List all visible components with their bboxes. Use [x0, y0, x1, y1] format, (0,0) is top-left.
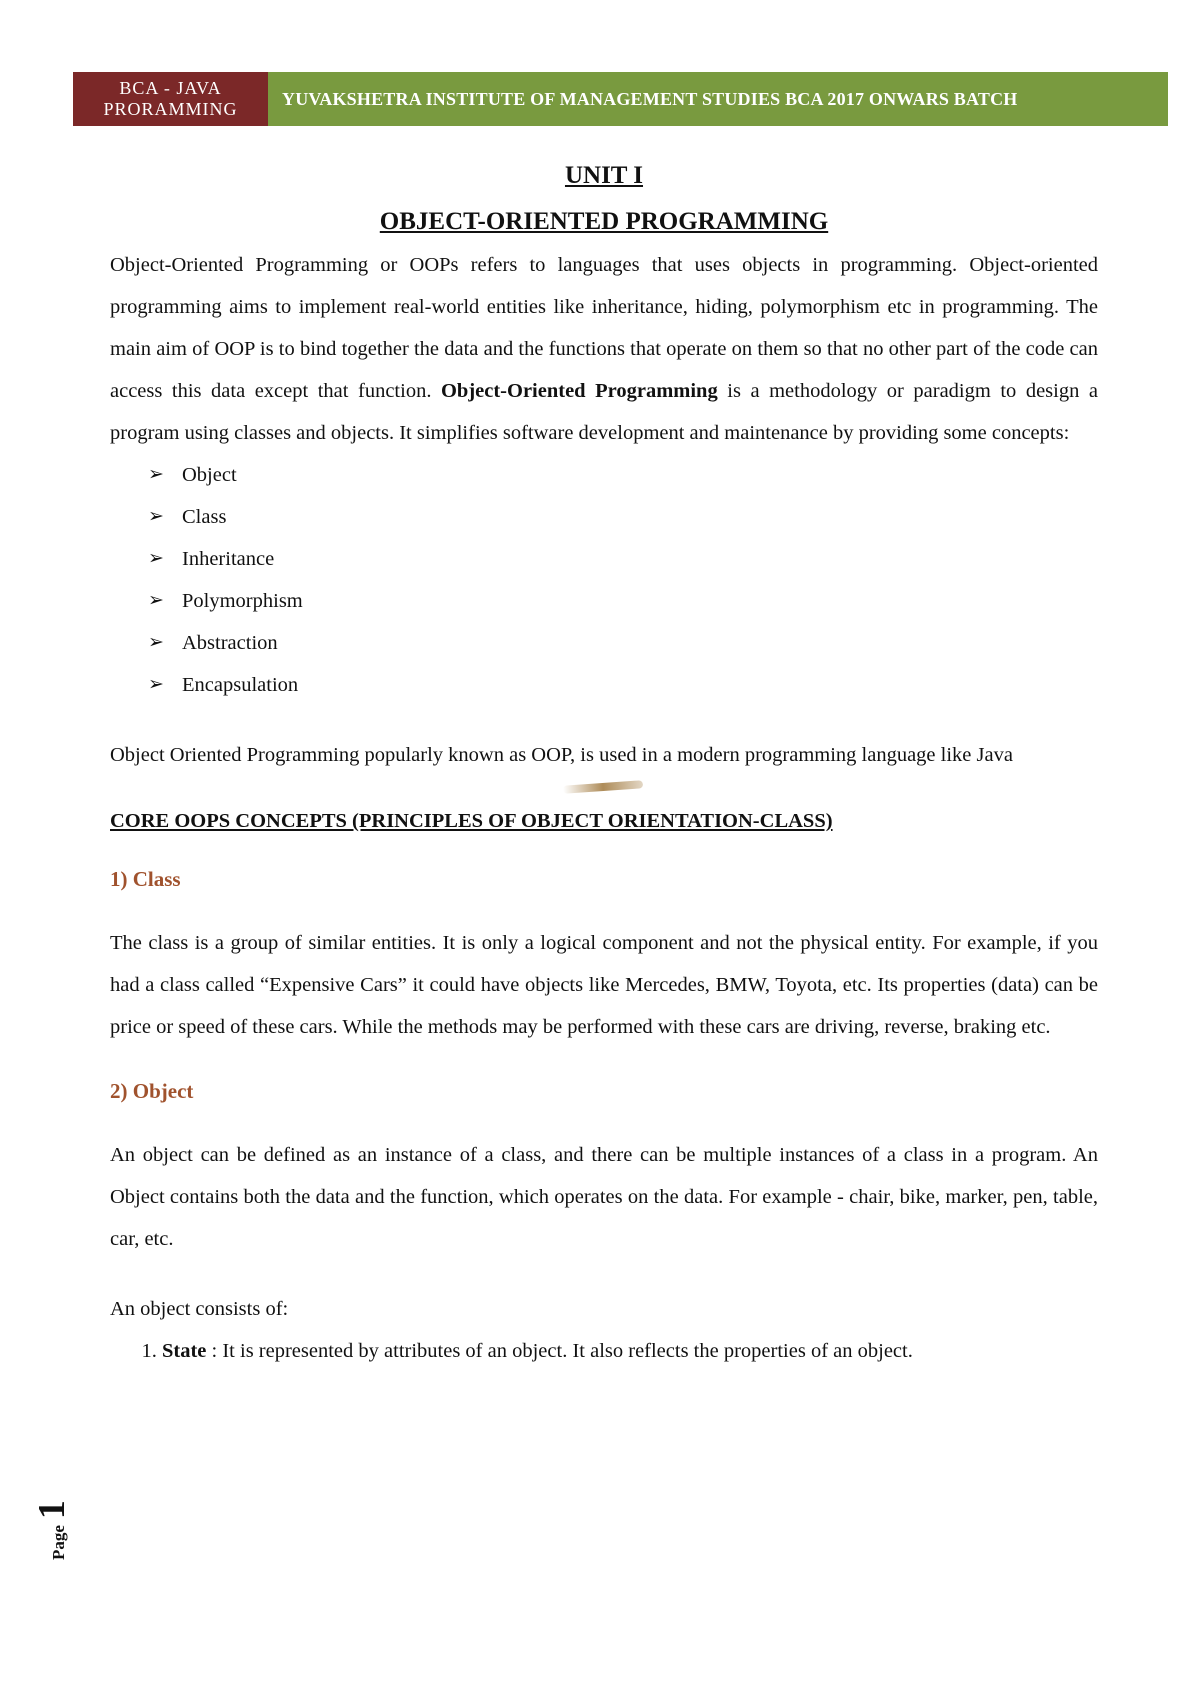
institute-banner: [268, 72, 1168, 126]
intro-bold-term: Object-Oriented Programming: [440, 380, 718, 402]
course-line-1: BCA - JAVA: [119, 78, 222, 98]
class-paragraph: The class is a group of similar entities. It is only a logical component and not the physical entity. For example, if you had a class called “Expensive Cars” it could have objects like Mercedes, BMW, Toyota, etc. Its properties (data) can be price or speed of these cars. While the methods may be performed with these cars are driving, reverse, braking etc.: [110, 932, 1098, 1038]
arrow-bullet-icon: ➢: [148, 506, 164, 527]
course-banner: [73, 72, 268, 126]
concepts-list: [110, 454, 1098, 706]
document-body: [110, 160, 1098, 1372]
list-item: [148, 496, 1098, 538]
object-paragraph: An object can be defined as an instance of a class, and there can be multiple instances of a class in a program. An Object contains both the data and the function, which operates on the data. For example - chair, bike, marker, pen, table, car, etc.: [110, 1144, 1098, 1250]
list-item: [148, 580, 1098, 622]
concept-label: Inheritance: [182, 548, 275, 570]
intro-text-b: is a methodology or paradigm to design a program using classes and objects. It simplifies software development and maintenance by providing some concepts:: [110, 380, 1098, 444]
list-item: [148, 622, 1098, 664]
intro-paragraph: [110, 244, 1098, 454]
object-consists-label: An object consists of:: [110, 1298, 289, 1320]
page-word: Page: [49, 1525, 68, 1560]
list-item: [162, 1330, 1098, 1372]
concept-label: Abstraction: [182, 632, 278, 654]
institute-name: YUVAKSHETRA INSTITUTE OF MANAGEMENT STUDIES BCA 2017 ONWARS BATCH: [282, 89, 1018, 109]
list-item: [148, 538, 1098, 580]
list-item: [148, 454, 1098, 496]
page-number: 1: [31, 1500, 73, 1520]
concept-label: Object: [182, 464, 237, 486]
unit-title: UNIT I: [564, 162, 644, 189]
arrow-bullet-icon: ➢: [148, 590, 164, 611]
object-parts-list: [110, 1330, 1098, 1372]
course-line-2: PRORAMMING: [103, 99, 238, 119]
class-heading: 1) Class: [110, 867, 181, 891]
arrow-bullet-icon: ➢: [148, 632, 164, 653]
concept-label: Polymorphism: [182, 590, 303, 612]
subject-title: OBJECT-ORIENTED PROGRAMMING: [379, 208, 829, 235]
list-item: [148, 664, 1098, 706]
core-concepts-heading: CORE OOPS CONCEPTS (PRINCIPLES OF OBJECT ORIENTATION-CLASS): [110, 810, 833, 832]
object-heading: 2) Object: [110, 1079, 194, 1103]
arrow-bullet-icon: ➢: [148, 548, 164, 569]
concept-label: Encapsulation: [182, 674, 299, 696]
concept-label: Class: [182, 506, 227, 528]
popular-paragraph: Object Oriented Programming popularly known as OOP, is used in a modern programming language like Java: [110, 744, 1013, 766]
arrow-bullet-icon: ➢: [148, 674, 164, 695]
state-description: : It is represented by attributes of an object. It also reflects the properties of an object.: [206, 1340, 913, 1362]
state-term: State: [162, 1340, 207, 1362]
arrow-bullet-icon: ➢: [148, 464, 164, 485]
page-number-footer: [30, 1450, 78, 1560]
intro-text-a: Object-Oriented Programming or OOPs refers to languages that uses objects in programming. Object-oriented programming aims to implement real-world entities like inheritance, hiding, polymorphism etc in programming. The main aim of OOP is to bind together the data and the functions that operate on them so that no other part of the code can access this data except that function.: [110, 254, 1098, 402]
